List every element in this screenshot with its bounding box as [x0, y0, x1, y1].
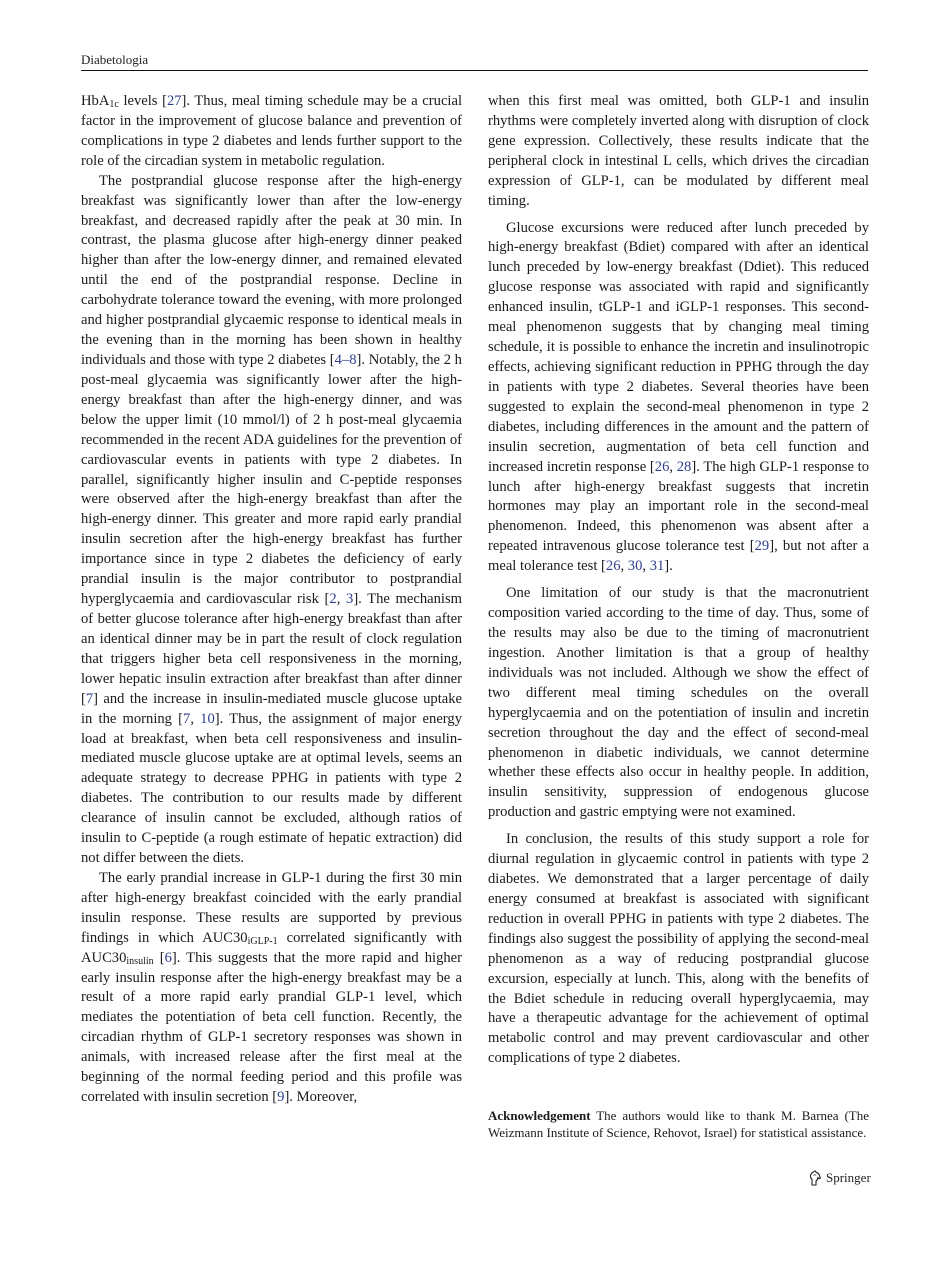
acknowledgement-text: The authors would like to thank M. Barnea (The Weizmann Institute of Science, Rehovot, Israel) for statistical assistance. [488, 1108, 869, 1140]
citation-link[interactable]: 29 [754, 538, 770, 555]
paragraph [488, 584, 869, 823]
citation-link[interactable]: 27 [166, 93, 182, 109]
left-column [81, 92, 462, 1108]
citation-link[interactable]: 28 [676, 458, 692, 475]
text: ]. This suggests that the more rapid and higher early insulin response after the high-energy breakfast may be a result of a more rapid early prandial GLP-1 level, which mediates the potentiation of beta cell function. Recently, the circadian rhythm of GLP-1 secretory responses was shown in animals, with increased release after the first meal at the beginning of the normal feeding period and this profile was correlated with insulin secretion [ [81, 949, 462, 1106]
citation-link[interactable]: 30 [627, 558, 643, 575]
subscript: iGLP-1 [247, 935, 278, 947]
citation-link[interactable]: 10 [200, 710, 215, 727]
right-column [488, 92, 869, 1069]
paragraph [488, 219, 869, 578]
text: ]. The high GLP-1 response to lunch after high-energy breakfast suggests that incretin hormones may play an important role in the second-meal phenomenon. Indeed, this phenomenon was absent after a repeated intravenous glucose tolerance test [ [488, 458, 869, 555]
text: In conclusion, the results of this study support a role for diurnal regulation in glycaemic control in patients with type 2 diabetes. We demonstrated that a larger percentage of daily energy consumed at breakfast is associated with significant reduction in overall PPHG in patients with type 2 diabetes. The findings also suggest the possibility of applying the second-meal phenomenon as a way of reducing postprandial glucose excursion, especially at lunch. This, along with the benefits of the Bdiet schedule in reducing overall hyperglycaemia, may have a therapeutic advantage for the achievement of optimal metabolic control and may prevent cardiovascular and other complications of type 2 diabetes. [488, 831, 869, 1067]
text: ]. Moreover, [284, 1089, 358, 1106]
citation-link[interactable]: 31 [649, 558, 665, 575]
text: One limitation of our study is that the macronutrient composition varied according to the time of day. Thus, some of the results may also be due to the timing of macronutrient ingestion. Another limitation is that a group of healthy individuals was not included. Although we show the effect of two different meal timing schedules on the overall hyperglycaemia and on the potentiation of insulin and incretin secretion throughout the day and the effect of second-meal phenomenon in diabetic individuals, we cannot determine whether these effects also occur in healthy people. In addition, insulin sensitivity, suppression of endogenous glucose production and gastric emptying were not examined. [488, 585, 869, 821]
citation-link[interactable]: 4–8 [334, 351, 357, 368]
text: , [669, 458, 677, 475]
text: The postprandial glucose response after the high-energy breakfast was significantly lower than after the low-energy breakfast, and decreased rapidly after the peak at 30 min. In contrast, the plasma glucose after high-energy dinner peaked higher than after the low-energy dinner, and remained elevated until the end of the postprandial response. Decline in carbohydrate tolerance toward the evening, with more prolonged and higher postprandial glycaemic response to identical meals in the evening than in the morning has been shown in healthy individuals and those with type 2 diabetes [ [81, 172, 462, 368]
paragraph [81, 869, 462, 1108]
text: , [620, 558, 628, 575]
citation-link[interactable]: 26 [605, 558, 621, 575]
text: [ [153, 949, 165, 966]
text: ]. Notably, the 2 h post-meal glycaemia was significantly lower after the high-energy breakfast than after the high-energy dinner, and was below the upper limit (10 mmol/l) of 2 h post-meal glycaemia recommended in the recent ADA guidelines for the prevention of cardiovascular events in patients with type 2 diabetes. In parallel, significantly higher insulin and C-peptide responses were observed after the high-energy breakfast than after the high-energy dinner. This greater and more rapid early prandial insulin secretion after the high-energy breakfast has further importance since in type 2 diabetes the deficiency of early prandial insulin is the major contributor to postprandial hyperglycaemia and cardiovascular risk [ [81, 351, 462, 608]
citation-link[interactable]: 26 [654, 458, 670, 475]
citation-link[interactable]: 3 [346, 591, 354, 608]
paragraph [81, 172, 462, 869]
text: when this first meal was omitted, both GLP-1 and insulin rhythms were completely inverted along with disruption of clock gene expression. Collectively, these results indicate that the peripheral clock in intestinal L cells, which drives the circadian expression of GLP-1, can be modulated by different meal timing. [488, 93, 869, 209]
text: ]. Thus, the assignment of major energy load at breakfast, when beta cell responsiveness and insulin-mediated muscle glucose uptake are at optimal levels, seems an adequate strategy to decrease PPHG in patients with type 2 diabetes. The contribution to our results made by different clearance of insulin cannot be excluded, although ratios of insulin to C-peptide (a rough estimate of hepatic extraction) did not differ between the diets. [81, 710, 462, 867]
text: , [642, 558, 650, 575]
citation-link[interactable]: 2 [329, 591, 337, 608]
text: HbA [81, 93, 110, 109]
text: levels [ [118, 93, 167, 109]
citation-link[interactable]: 7 [183, 710, 191, 727]
text: ]. [664, 558, 673, 575]
acknowledgement [488, 1107, 869, 1141]
text: correlated significantly with AUC30 [81, 929, 462, 966]
text: The early prandial increase in GLP-1 during the first 30 min after high-energy breakfast coincided with the early prandial insulin response. These results are supported by previous findings in which AUC30 [81, 869, 462, 946]
paragraph [488, 830, 869, 1069]
citation-link[interactable]: 9 [277, 1089, 285, 1106]
publisher-name: Springer [826, 1170, 871, 1185]
text: ] and the increase in insulin-mediated muscle glucose uptake in the morning [ [81, 690, 462, 727]
text: , [190, 710, 201, 727]
citation-link[interactable]: 6 [164, 949, 172, 966]
citation-link[interactable]: 7 [85, 690, 94, 707]
header-rule [81, 70, 868, 71]
publisher-logo [808, 1170, 871, 1186]
subscript: insulin [126, 955, 154, 967]
paragraph [81, 92, 462, 172]
text: ]. Thus, meal timing schedule may be a crucial factor in the improvement of glucose balance and prevention of complications in type 2 diabetes and lends further support to the role of the circadian system in metabolic regulation. [81, 93, 463, 169]
springer-horse-icon [808, 1170, 822, 1186]
subscript: 1c [109, 99, 119, 110]
text: ]. The mechanism of better glucose tolerance after high-energy breakfast than after an identical dinner may be in part the result of clock regulation that triggers higher beta cell responsiveness in the morning, lower hepatic insulin extraction after breakfast than after dinner [ [81, 591, 462, 707]
text: , [336, 591, 347, 608]
journal-title: Diabetologia [81, 52, 149, 67]
text: ], but not after a meal tolerance test [ [488, 538, 869, 575]
acknowledgement-heading: Acknowledgement [488, 1108, 591, 1123]
paragraph [488, 92, 869, 212]
text: Glucose excursions were reduced after lunch preceded by high-energy breakfast (Bdiet) compared with after an identical lunch preceded by low-energy breakfast (Ddiet). This reduced glucose response was associated with rapid and significantly enhanced insulin, tGLP-1 and iGLP-1 responses. This second-meal phenomenon suggests that by changing meal timing schedule, it is possible to enhance the incretin and insulinotropic effects, achieving significant reduction in PPHG through the day in patients with type 2 diabetes. Several theories have been suggested to explain the second-meal phenomenon in type 2 diabetes, including differences in the amount and the pattern of insulin secretion, augmentation of beta cell function and increased incretin response [ [488, 219, 869, 475]
